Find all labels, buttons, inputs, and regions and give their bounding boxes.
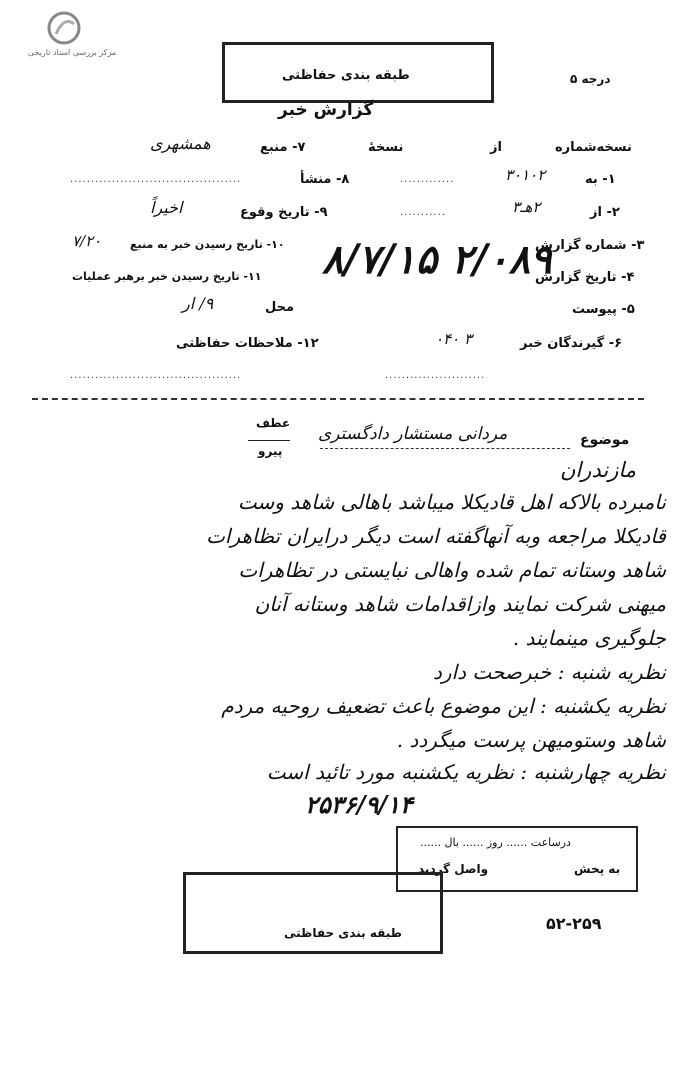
date-occurred-label: ۹- تاریخ وقوع bbox=[240, 205, 328, 220]
annotation-separator bbox=[248, 440, 290, 441]
report-number-label: ۳- شماره گزارش bbox=[535, 238, 645, 253]
receipt-label: درساعت ...... روز ...... بال ...... bbox=[420, 836, 571, 849]
from-value: ۲هـ۳ bbox=[512, 198, 541, 216]
source-label: ۷- منبع bbox=[260, 140, 306, 155]
copy-number-label: نسخه‌شماره bbox=[555, 140, 632, 155]
subject-annotation-bottom: پیرو bbox=[258, 444, 283, 458]
recipients-label: ۶- گیرندگان خبر bbox=[520, 336, 623, 351]
recipients-value: ۳ ۰۴۰ bbox=[435, 330, 473, 348]
distribution-label: به پخش bbox=[574, 862, 621, 876]
date-received-source-label: ۱۰- تاریخ رسیدن خبر به منبع bbox=[130, 238, 285, 251]
origin-dotted-line: ......................................... bbox=[70, 174, 242, 185]
degree-label: درجه ۵ bbox=[570, 72, 611, 86]
archive-logo-icon bbox=[44, 10, 84, 46]
from-dotted-line: ........... bbox=[400, 207, 446, 218]
subject-value: مردانی مستشار دادگستری bbox=[318, 424, 508, 444]
bottom-stamp-label: طبقه بندی حفاظتی bbox=[284, 926, 402, 940]
body-line-date: ۲۵۳۶/۹/۱۴ bbox=[305, 790, 413, 819]
body-line-1: مازندران bbox=[559, 458, 636, 482]
of-label: از bbox=[490, 140, 502, 155]
from-label: ۲- از bbox=[590, 205, 620, 220]
body-line-9: شاهد وستومیهن پرست میگردد . bbox=[396, 728, 666, 752]
body-line-6: جلوگیری مینمایند . bbox=[512, 626, 666, 650]
archive-logo-text: مرکز بررسی اسناد تاریخی bbox=[27, 48, 117, 57]
location-value: ۹/ ار bbox=[182, 294, 214, 313]
body-line-3: قادیکلا مراجعه وبه آنهاگفته است دیگر درایران تظاهرات bbox=[206, 524, 666, 548]
date-received-ops-label: ۱۱- تاریخ رسیدن خبر برهبر عملیات bbox=[72, 270, 262, 283]
report-title: گزارش خبر bbox=[278, 100, 374, 120]
bottom-classification-stamp bbox=[183, 872, 443, 954]
extra-dotted-line-2: ......................................... bbox=[70, 370, 242, 381]
subject-annotation-top: عطف bbox=[256, 416, 291, 430]
location-label: محل bbox=[265, 300, 295, 315]
body-line-5: میهنی شرکت نمایند وازاقدامات شاهد وستانه آنان bbox=[254, 592, 666, 616]
subject-label: موضوع bbox=[580, 432, 630, 448]
handwritten-big-numbers: ۸/۷/۱۵ ۲/۰۸۹ bbox=[322, 236, 552, 283]
body-line-10: نظریه چهارشنبه : نظریه یکشنبه مورد تائید است bbox=[266, 760, 666, 784]
reached-label: واصل گردید bbox=[418, 862, 489, 876]
body-line-2: نامبرده بالاکه اهل قادیکلا میباشد باهالی شاهد وست bbox=[237, 490, 666, 514]
section-divider bbox=[32, 398, 644, 400]
security-notes-label: ۱۲- ملاحظات حفاظتی bbox=[176, 336, 319, 351]
copy-label: نسخهٔ bbox=[368, 140, 404, 155]
to-label: ۱- به bbox=[585, 172, 616, 187]
to-value: ۳۰۱۰۲ bbox=[505, 166, 546, 184]
date-received-source-value: ۷/۲۰ bbox=[72, 232, 102, 250]
report-date-label: ۴- تاریخ گزارش bbox=[535, 270, 635, 285]
document-number: ۵۲-۲۵۹ bbox=[546, 914, 602, 933]
subject-underline bbox=[320, 448, 570, 449]
body-line-4: شاهد وستانه تمام شده واهالی نبایستی در تظاهرات bbox=[238, 558, 666, 582]
date-occurred-value: اخیراً bbox=[150, 198, 183, 217]
source-value: همشهری bbox=[150, 134, 211, 153]
extra-dotted-line-1: ........................ bbox=[385, 370, 486, 381]
archive-logo bbox=[12, 10, 132, 60]
classification-label: طبقه بندی حفاظتی bbox=[282, 68, 410, 83]
origin-label: ۸- منشأ bbox=[300, 172, 350, 187]
attachment-label: ۵- پیوست bbox=[572, 302, 635, 317]
body-line-7: نظریه شنبه : خبرصحت دارد bbox=[432, 660, 666, 684]
body-line-8: نظریه یکشنبه : این موضوع باعث تضعیف روحیه مردم bbox=[221, 694, 666, 718]
to-dotted-line: ............. bbox=[400, 174, 455, 185]
